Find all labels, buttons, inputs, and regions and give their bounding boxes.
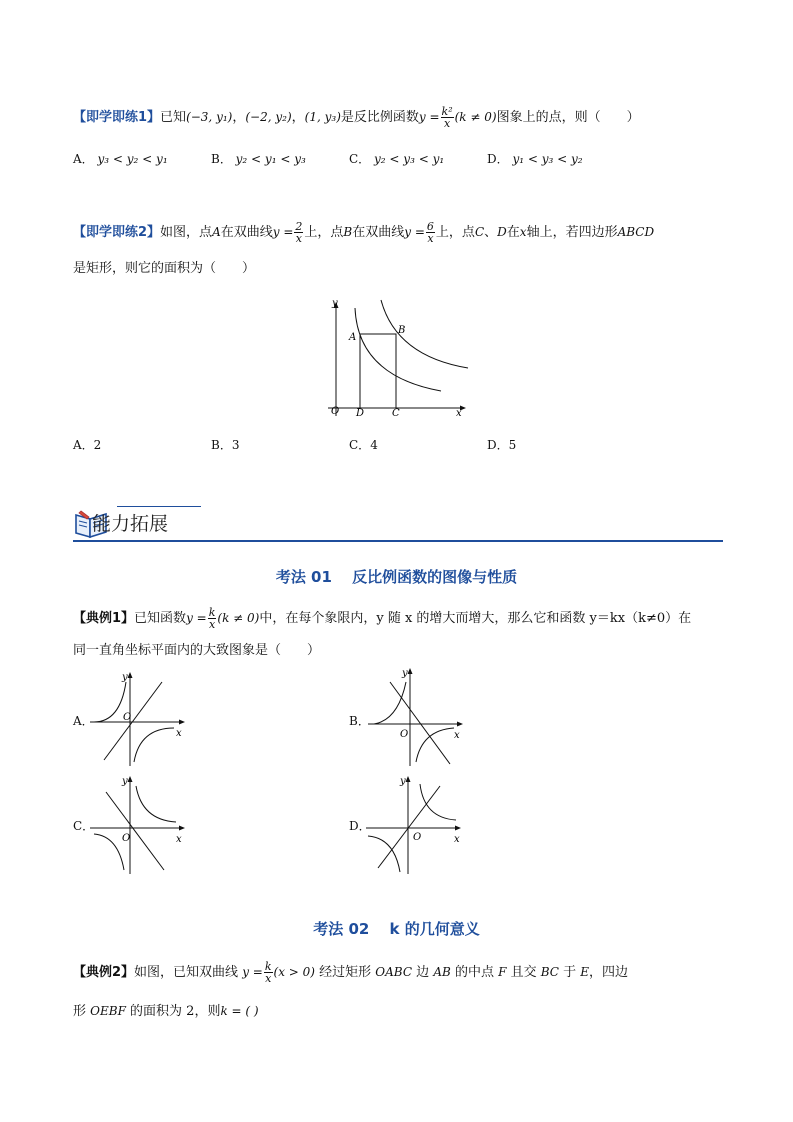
practice2-option-c[interactable] bbox=[349, 437, 378, 453]
y-axis-arrow bbox=[128, 776, 133, 782]
example1-text-a: 已知函数 bbox=[134, 611, 187, 626]
example1-option-d-letter[interactable]: D． bbox=[349, 819, 371, 833]
fraction-denominator: x bbox=[208, 618, 216, 631]
practice1-point-3: (1, y₃) bbox=[304, 110, 341, 124]
example1-fraction bbox=[208, 607, 217, 630]
example1-option-a-letter[interactable]: A． bbox=[73, 714, 94, 728]
example1-graph-a[interactable] bbox=[90, 668, 190, 768]
example2-question bbox=[73, 961, 628, 984]
fraction-denominator: x bbox=[443, 117, 451, 130]
fraction-numerator: k² bbox=[441, 105, 453, 118]
graph-y-label: y bbox=[400, 776, 406, 787]
example1-question bbox=[73, 607, 691, 630]
hyperbola-branch-1 bbox=[94, 682, 126, 722]
example2-fraction bbox=[264, 961, 273, 984]
practice1-option-a[interactable] bbox=[73, 151, 168, 167]
section-top-rule bbox=[117, 506, 201, 507]
practice1-condition: (k ≠ 0) bbox=[454, 110, 497, 124]
func2-lhs: y = bbox=[404, 225, 425, 239]
practice2-text-b: 在双曲线 bbox=[220, 225, 273, 240]
y-axis-arrow bbox=[408, 668, 413, 674]
example2-quad: OEBF bbox=[90, 1004, 126, 1018]
fig-o-label: O bbox=[331, 406, 340, 417]
y-axis-arrow bbox=[128, 672, 133, 678]
example2-line2-b: 的面积为 2，则 bbox=[130, 1004, 221, 1019]
example2-text-f: 于 bbox=[563, 965, 577, 980]
example1-condition: (k ≠ 0) bbox=[217, 611, 260, 625]
fig-d-label: D bbox=[356, 408, 365, 419]
option-letter: A． bbox=[73, 152, 94, 166]
graph-y-label: y bbox=[122, 672, 128, 683]
line-y-kx bbox=[104, 682, 162, 760]
point-c-label: C bbox=[474, 225, 485, 239]
practice1-option-c[interactable] bbox=[349, 151, 444, 167]
graph-o-label: O bbox=[413, 832, 422, 843]
func1-lhs: y = bbox=[272, 225, 294, 239]
option-letter: D． bbox=[487, 152, 509, 166]
example2-line2-a: 形 bbox=[73, 1004, 87, 1019]
func2-fraction bbox=[426, 221, 435, 244]
fraction-denominator: x bbox=[265, 972, 272, 985]
graph-o-label: O bbox=[123, 712, 132, 723]
option-value: 2 bbox=[93, 438, 102, 452]
practice1-fraction bbox=[441, 106, 454, 129]
option-letter: C． bbox=[349, 438, 371, 452]
fraction-denominator: x bbox=[295, 232, 303, 245]
line-y-kx bbox=[390, 682, 450, 764]
option-value: 3 bbox=[231, 438, 240, 452]
graph-x-label: x bbox=[176, 834, 182, 845]
graph-x-label: x bbox=[454, 730, 460, 741]
practice1-point-2: (−2, y₂) bbox=[245, 110, 292, 124]
graph-y-label: y bbox=[122, 776, 128, 787]
practice2-option-b[interactable] bbox=[211, 437, 239, 453]
hyperbola-branch-2 bbox=[416, 728, 454, 762]
example2-func-lhs: y = bbox=[242, 965, 263, 979]
practice2-text-g: 在 bbox=[506, 225, 520, 240]
example2-side: AB bbox=[433, 965, 451, 979]
example1-graph-c[interactable] bbox=[90, 772, 190, 876]
line-y-kx bbox=[378, 786, 440, 868]
graph-o-label: O bbox=[122, 833, 131, 844]
x-axis-arrow bbox=[457, 722, 463, 727]
hyperbola-branch-1 bbox=[136, 786, 176, 822]
option-expr: y₂ < y₁ < y₃ bbox=[235, 152, 306, 166]
practice1-func-lhs: y = bbox=[418, 110, 440, 124]
practice1-sep-1: ， bbox=[232, 110, 246, 125]
x-axis-arrow bbox=[179, 720, 185, 725]
fraction-denominator: x bbox=[427, 232, 434, 245]
practice1-text-a: 已知 bbox=[160, 110, 187, 125]
practice2-question bbox=[73, 221, 654, 244]
line-y-kx bbox=[106, 792, 164, 870]
example2-point-e: E bbox=[580, 965, 590, 979]
practice2-text-h: 轴上，若四边形 bbox=[526, 225, 618, 240]
practice2-tag: 【即学即练2】 bbox=[73, 225, 161, 240]
example1-graph-d[interactable] bbox=[366, 772, 466, 876]
example2-text-a: 如图，已知双曲线 bbox=[134, 965, 239, 980]
example2-text-c: 边 bbox=[416, 965, 430, 980]
fig-y-label: y bbox=[332, 298, 338, 309]
section-title: 能力拓展 bbox=[92, 513, 169, 535]
example2-text-g: ，四边 bbox=[589, 965, 629, 980]
practice2-question-line2: 是矩形，则它的面积为（ ） bbox=[73, 261, 256, 276]
example2-question-line2 bbox=[73, 1001, 259, 1022]
point-b-label: B bbox=[343, 225, 353, 239]
practice1-option-d[interactable] bbox=[487, 151, 583, 167]
practice1-point-1: (−3, y₁) bbox=[186, 110, 233, 124]
example1-option-c-letter[interactable]: C． bbox=[73, 819, 95, 833]
hyperbola-branch-2 bbox=[368, 836, 400, 872]
example2-text-d: 的中点 bbox=[454, 965, 494, 980]
practice1-tag: 【即学即练1】 bbox=[73, 110, 161, 125]
example2-text-e: 且交 bbox=[510, 965, 537, 980]
option-letter: C． bbox=[349, 152, 371, 166]
hyperbola-branch-2 bbox=[134, 728, 174, 762]
example2-line2-c: k = ( ) bbox=[220, 1004, 259, 1018]
fig-a-label: A bbox=[349, 332, 357, 343]
example2-rect: OABC bbox=[375, 965, 413, 979]
practice2-figure bbox=[318, 296, 478, 420]
option-letter: A． bbox=[73, 438, 94, 452]
fig-c-label: C bbox=[392, 408, 400, 419]
graph-x-label: x bbox=[176, 728, 182, 739]
example2-side2: BC bbox=[540, 965, 559, 979]
option-letter: B． bbox=[211, 438, 232, 452]
graph-o-label: O bbox=[400, 729, 409, 740]
example1-func-lhs: y = bbox=[186, 611, 207, 625]
graph-y-label: y bbox=[402, 668, 408, 679]
option-value: 5 bbox=[508, 438, 517, 452]
point-a-label: A bbox=[212, 225, 221, 239]
graph-x-label: x bbox=[454, 834, 460, 845]
fig-x-label: x bbox=[456, 408, 462, 419]
practice2-text-a: 如图，点 bbox=[160, 225, 213, 240]
example1-option-b-letter[interactable]: B． bbox=[349, 714, 370, 728]
example2-text-b: 经过矩形 bbox=[319, 965, 372, 980]
fraction-numerator: k bbox=[208, 606, 216, 619]
practice2-option-d[interactable] bbox=[487, 437, 516, 453]
hyperbola-branch-1 bbox=[374, 682, 406, 724]
fig-b-label: B bbox=[398, 325, 406, 336]
example2-point-f: F bbox=[498, 965, 507, 979]
curve-y-2-over-x bbox=[355, 308, 441, 391]
hyperbola-branch-2 bbox=[94, 834, 124, 870]
example2-tag: 【典例2】 bbox=[73, 965, 135, 980]
practice2-text-f: 、 bbox=[484, 225, 498, 240]
x-axis-arrow bbox=[455, 826, 461, 831]
option-letter: B． bbox=[211, 152, 232, 166]
practice1-text-c: 图象上的点，则（ ） bbox=[496, 110, 640, 125]
example1-graph-b[interactable] bbox=[368, 664, 468, 768]
shape-label: ABCD bbox=[617, 225, 655, 239]
example2-condition: (x > 0) bbox=[273, 965, 315, 979]
fraction-numerator: 6 bbox=[426, 220, 434, 233]
practice1-text-b: 是反比例函数 bbox=[340, 110, 419, 125]
example1-tag: 【典例1】 bbox=[73, 611, 135, 626]
practice2-text-e: 上，点 bbox=[435, 225, 475, 240]
example1-question-line2: 同一直角坐标平面内的大致图象是（ ） bbox=[73, 643, 321, 658]
example1-text-b: 中，在每个象限内，y 随 x 的增大而增大，那么它和函数 y＝kx（k≠0）在 bbox=[259, 611, 692, 626]
section-rule bbox=[73, 540, 723, 542]
practice1-option-b[interactable] bbox=[211, 151, 306, 167]
method2-heading: 考法 02 k 的几何意义 bbox=[313, 920, 480, 938]
practice1-question bbox=[73, 106, 640, 129]
axis-x-label: x bbox=[519, 225, 527, 239]
practice2-text-d: 在双曲线 bbox=[352, 225, 405, 240]
option-expr: y₂ < y₃ < y₁ bbox=[374, 152, 445, 166]
option-expr: y₁ < y₃ < y₂ bbox=[512, 152, 583, 166]
fraction-numerator: 2 bbox=[295, 220, 303, 233]
func1-fraction bbox=[294, 221, 303, 244]
point-d-label: D bbox=[497, 225, 507, 239]
rectangle-abcd bbox=[360, 334, 396, 408]
option-value: 4 bbox=[370, 438, 378, 452]
y-axis-arrow bbox=[406, 776, 411, 782]
practice2-text-c: 上，点 bbox=[304, 225, 344, 240]
method1-heading: 考法 01 反比例函数的图像与性质 bbox=[275, 568, 518, 586]
x-axis-arrow bbox=[179, 826, 185, 831]
practice2-option-a[interactable] bbox=[73, 437, 101, 453]
option-expr: y₃ < y₂ < y₁ bbox=[97, 152, 168, 166]
practice1-sep-2: ， bbox=[291, 110, 305, 125]
option-letter: D． bbox=[487, 438, 509, 452]
fraction-numerator: k bbox=[264, 960, 272, 973]
